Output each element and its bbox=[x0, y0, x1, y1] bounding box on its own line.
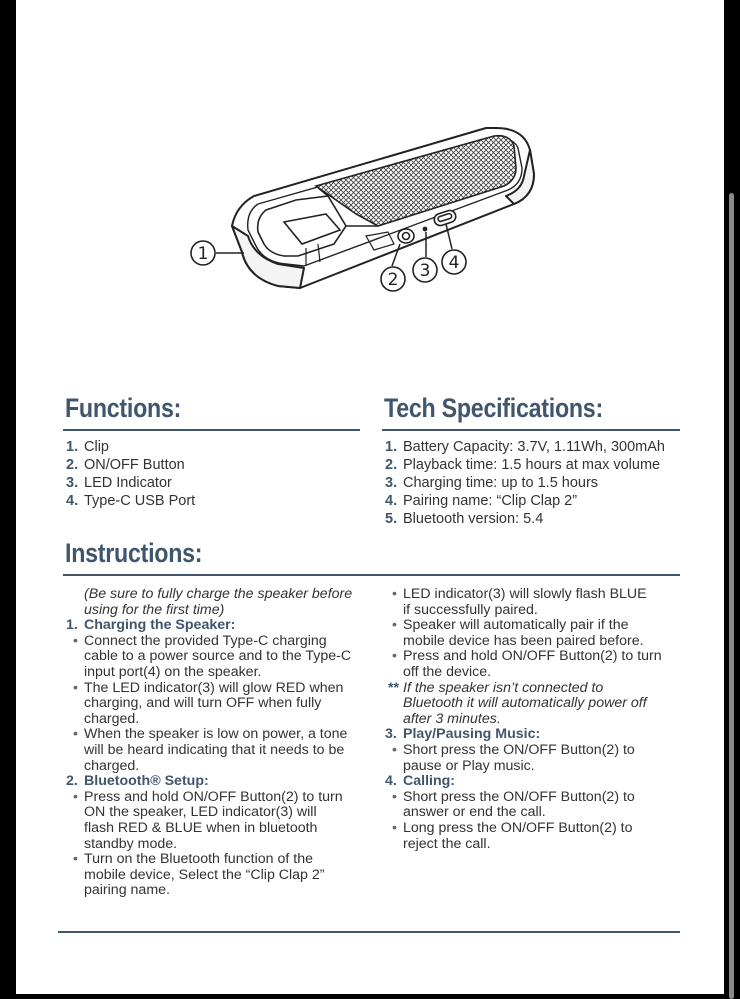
step-charging: 1. Charging the Speaker: bbox=[66, 617, 236, 634]
instructions-right-column bbox=[385, 587, 685, 852]
specs-list bbox=[385, 438, 665, 528]
specs-rule bbox=[382, 429, 680, 431]
step-calling: 4. Calling: bbox=[385, 773, 456, 790]
specs-item: 1. Battery Capacity: 3.7V, 1.11Wh, 300mAh bbox=[385, 439, 665, 455]
charge-first-note: (Be sure to fully charge the speaker before using for the first time) bbox=[84, 586, 353, 618]
instructions-left-column bbox=[66, 587, 366, 899]
scrollbar[interactable] bbox=[729, 193, 734, 999]
charging-bullet: • The LED indicator(3) will glow RED when charging, and will turn OFF when fully charged. bbox=[73, 679, 344, 727]
bluetooth-bullet: • LED indicator(3) will slowly flash BLUE if successfully paired. bbox=[392, 586, 647, 618]
calling-bullet: • Long press the ON/OFF Button(2) to reject the call. bbox=[392, 819, 633, 852]
bluetooth-bullet: • Press and hold ON/OFF Button(2) to turn ON the speaker, LED indicator(3) will flash RED & BLUE when in bluetooth standby mode. bbox=[73, 788, 343, 852]
specs-item: 3. Charging time: up to 1.5 hours bbox=[385, 475, 599, 491]
bluetooth-bullet: • Press and hold ON/OFF Button(2) to turn off the device. bbox=[392, 648, 662, 680]
bluetooth-bullet: • Speaker will automatically pair if the mobile device has been paired before. bbox=[392, 617, 644, 649]
bottom-rule bbox=[58, 931, 680, 933]
functions-heading: Functions: bbox=[65, 393, 182, 423]
specs-item: 2. Playback time: 1.5 hours at max volume bbox=[385, 457, 661, 473]
specs-item: 4. Pairing name: “Clip Clap 2” bbox=[385, 493, 578, 509]
specs-item: 5. Bluetooth version: 5.4 bbox=[385, 511, 544, 527]
calling-bullet: • Short press the ON/OFF Button(2) to answer or end the call. bbox=[392, 788, 635, 821]
functions-item: 1. Clip bbox=[66, 439, 109, 455]
charging-bullet: • Connect the provided Type-C charging cable to a power source and to the Type-C input port(4) on the speaker. bbox=[73, 632, 352, 680]
step-play-pause: 3. Play/Pausing Music: bbox=[385, 726, 541, 743]
instructions-rule bbox=[63, 574, 680, 576]
auto-power-off-note: ** If the speaker isn’t connected to Bluetooth it will automatically power off after 3 minutes. bbox=[388, 679, 647, 727]
svg-text:3: 3 bbox=[419, 261, 431, 281]
functions-item: 2. ON/OFF Button bbox=[66, 457, 185, 473]
functions-rule bbox=[63, 429, 360, 431]
callout-2 bbox=[381, 267, 405, 291]
svg-text:2: 2 bbox=[387, 270, 399, 290]
charging-bullet: • When the speaker is low on power, a tone will be heard indicating that it needs to be charged. bbox=[73, 726, 348, 774]
instructions-heading: Instructions: bbox=[65, 538, 203, 568]
callout-1 bbox=[191, 241, 215, 265]
step-bluetooth: 2. Bluetooth® Setup: bbox=[66, 773, 209, 790]
functions-list bbox=[66, 438, 195, 510]
callout-4 bbox=[442, 250, 466, 274]
svg-text:4: 4 bbox=[448, 253, 460, 273]
bluetooth-bullet: • Turn on the Bluetooth function of the mobile device, Select the “Clip Clap 2” pairing name. bbox=[73, 851, 325, 899]
manual-page bbox=[16, 0, 724, 994]
svg-text:1: 1 bbox=[197, 244, 209, 264]
clip-speaker-illustration bbox=[16, 0, 724, 320]
specs-heading: Tech Specifications: bbox=[384, 393, 603, 423]
functions-item: 4. Type-C USB Port bbox=[66, 493, 196, 509]
play-bullet: • Short press the ON/OFF Button(2) to pause or Play music. bbox=[392, 741, 635, 774]
functions-item: 3. LED Indicator bbox=[66, 475, 172, 491]
callout-3 bbox=[413, 258, 437, 282]
